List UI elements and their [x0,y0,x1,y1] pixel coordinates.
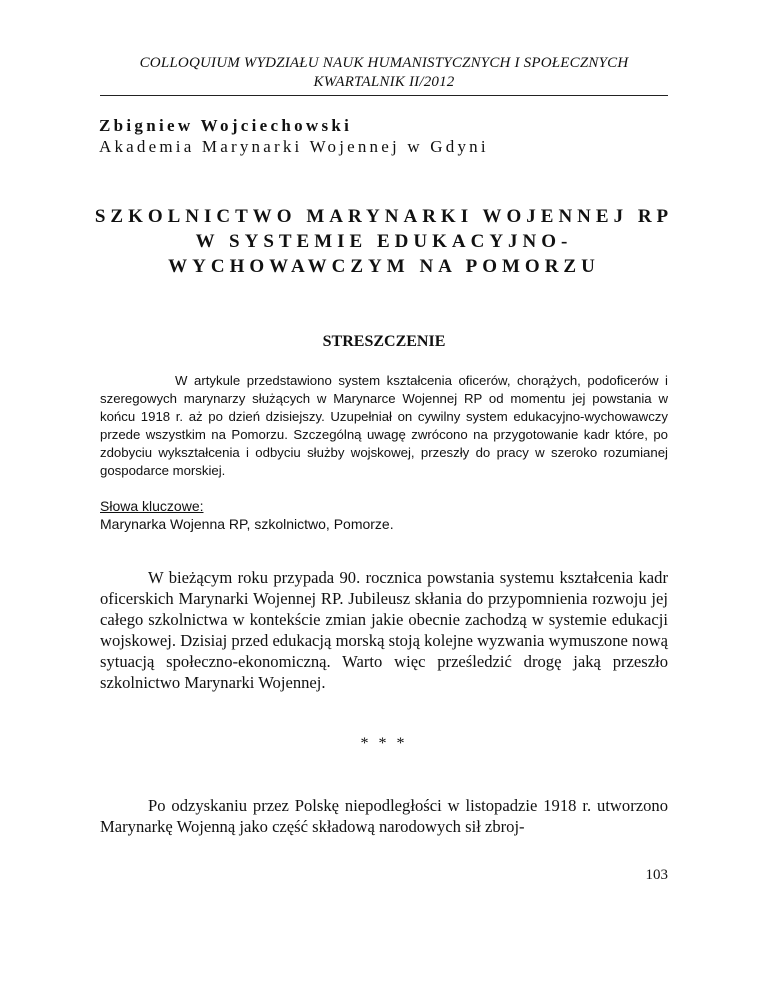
body-paragraph-2: Po odzyskaniu przez Polskę niepodległości w listopadzie 1918 r. utworzono Marynarkę Wojenną jako część składową narodowych sił zbroj- [100,796,668,836]
keywords-label: Słowa kluczowe: [100,498,204,514]
section-separator: * * * [360,735,408,752]
author-name: Zbigniew Wojciechowski [99,116,353,135]
title-line-1: SZKOLNICTWO MARYNARKI WOJENNEJ RP [94,206,674,227]
running-header [100,54,668,92]
page-number: 103 [645,867,668,883]
journal-issue: KWARTALNIK II/2012 [313,74,455,90]
title-line-3: WYCHOWAWCZYM NA POMORZU [168,256,600,277]
title-line-2: W SYSTEMIE EDUKACYJNO- [195,231,573,252]
body-paragraph-1: W bieżącym roku przypada 90. rocznica powstania systemu kształcenia kadr oficerskich Marynarki Wojennej RP. Jubileusz skłania do przypomnienia rozwoju jej całego szkolnictwa w kontekście zmian jakie obecnie zachodzą w systemie edukacji wojskowej. Dzisiaj przed edukacją morską stoją kolejne wyzwania wymuszone nową sytuacją społeczno-ekonomiczną. Warto więc prześledzić drogę jaką przeszło szkolnictwo Marynarki Wojennej. [100,568,668,692]
abstract-heading: STRESZCZENIE [322,333,446,350]
article-title [80,204,688,279]
header-divider [100,95,668,96]
journal-title: COLLOQUIUM WYDZIAŁU NAUK HUMANISTYCZNYCH I SPOŁECZNYCH [139,55,629,71]
abstract-text: W artykule przedstawiono system kształcenia oficerów, chorążych, podoficerów i szeregowych marynarzy służących w Marynarce Wojennej RP od momentu jej powstania w końcu 1918 r. aż po dzień dzisiejszy. Uzupełniał on cywilny system edukacyjno-wychowawczy przede wszystkim na Pomorzu. Szczególną uwagę zwrócono na przygotowanie kadr które, po zdobyciu wykształcenia i odbyciu służby wojskowej, przeszły do pracy w szeroko rozumianej gospodarce morskiej. [100,373,668,478]
keywords-value: Marynarka Wojenna RP, szkolnictwo, Pomorze. [100,516,394,532]
author-affiliation: Akademia Marynarki Wojennej w Gdyni [99,137,489,156]
